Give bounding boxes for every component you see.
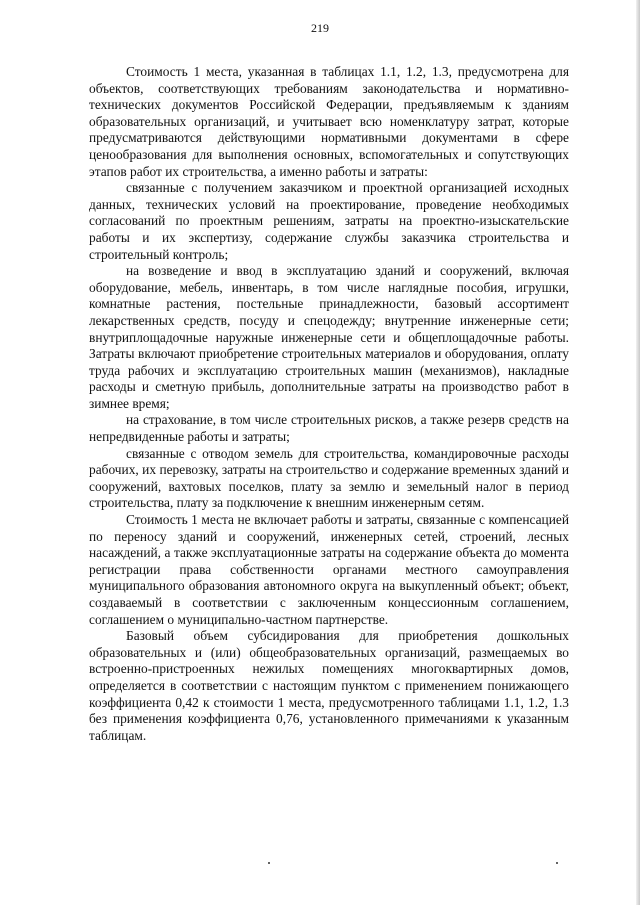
paragraph-exclusions: Стоимость 1 места не включает работы и затраты, связанные с компенсацией по переносу зданий и сооружений, инженерных сетей, строений, лесных насаждений, а также эксплуатационные затраты на содержание объекта до момента регистрации права собственности органами местного самоуправления муниципального образования автономного округа на выкупленный объект; объект, создаваемый в соответствии с заключенным концессионным соглашением, соглашением о муниципально-частном партнерстве. (89, 512, 569, 627)
scan-speck (268, 862, 270, 864)
paragraph-construction-costs: на возведение и ввод в эксплуатацию зданий и сооружений, включая оборудование, мебель, инвентарь, в том числе наглядные пособия, игрушки, комнатные растения, постельные принадлежности, базовый ассортимент лекарственных средств, посуду и спецодежду; внутренние инженерные сети; внутриплощадочные наружные инженерные сети и общеплощадочные работы. Затраты включают приобретение строительных материалов и оборудования, оплату труда рабочих и эксплуатацию строительных машин (механизмов), накладные расходы и сметную прибыль, дополнительные затраты на производство работ в зимнее время; (89, 263, 569, 411)
paragraph-cost-scope: Стоимость 1 места, указанная в таблицах 1.1, 1.2, 1.3, предусмотрена для объектов, соответствующих требованиям законодательства и нормативно-технических документов Российской Федерации, предъявляемым к зданиям образовательных организаций, и учитывает всю номенклатуру затрат, которые предусматриваются действующими нормативными документами в сфере ценообразования для выполнения основных, вспомогательных и сопутствующих этапов работ их строительства, а именно работы и затраты: (89, 64, 569, 179)
paragraph-land-allotment: связанные с отводом земель для строительства, командировочные расходы рабочих, их перевозку, затраты на строительство и содержание временных зданий и сооружений, вахтовых поселков, плату за землю и земельный налог в период строительства, плату за подключение к внешним инженерным сетям. (89, 445, 569, 511)
paragraph-customer-costs: связанные с получением заказчиком и проектной организацией исходных данных, технических условий на проектирование, проведение необходимых согласований по проектным решениям, затраты на проектно-изыскательские работы и их экспертизу, содержание службы заказчика строительства и строительный контроль; (89, 180, 569, 262)
scan-speck (556, 862, 558, 864)
paragraph-base-subsidy: Базовый объем субсидирования для приобретения дошкольных образовательных и (или) общеобразовательных организаций, размещаемых во встроенно-пристроенных нежилых помещениях многоквартирных домов, определяется в соответствии с настоящим пунктом с применением понижающего коэффициента 0,42 к стоимости 1 места, предусмотренного таблицами 1.1, 1.2, 1.3 без применения коэффициента 0,76, установленного примечаниями к указанным таблицам. (89, 628, 569, 743)
paragraph-insurance: на страхование, в том числе строительных рисков, а также резерв средств на непредвиденные работы и затраты; (89, 412, 569, 445)
scan-edge (636, 0, 640, 905)
page-number: 219 (311, 21, 329, 35)
document-body (89, 64, 569, 744)
